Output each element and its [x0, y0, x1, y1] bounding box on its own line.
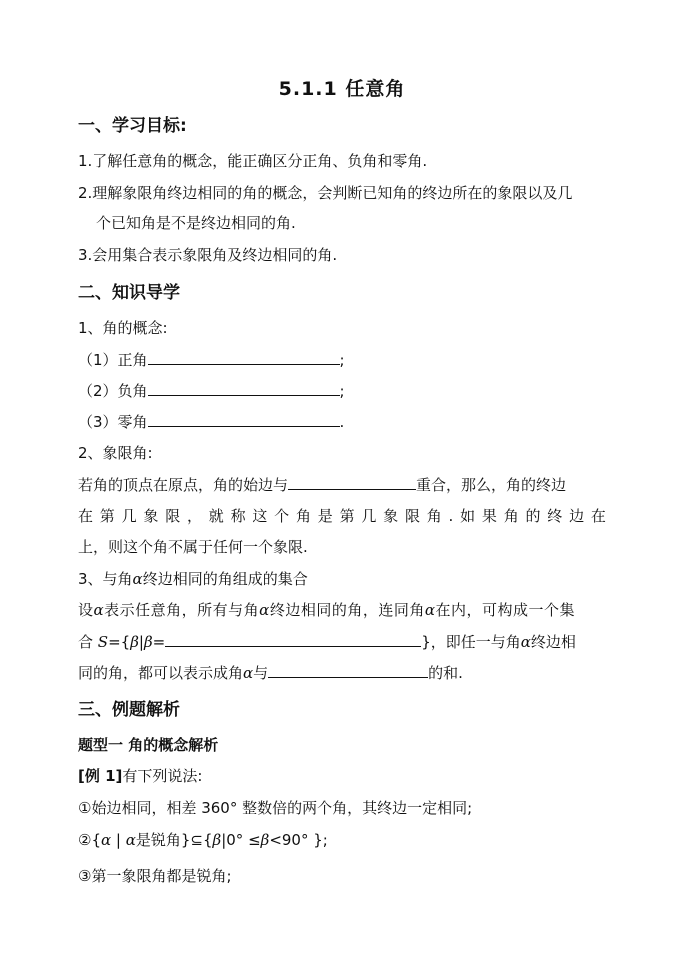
char: 限	[404, 507, 420, 525]
text: 有下列说法:	[122, 767, 203, 785]
text: 若角的顶点在原点，角的始边与	[78, 476, 289, 494]
negative-angle-label: （2）负角	[78, 382, 148, 400]
zero-angle-label: （3）零角	[78, 413, 148, 431]
alpha-symbol: α	[243, 664, 254, 682]
text: 3、与角	[78, 570, 133, 588]
text: |	[111, 831, 126, 849]
positive-angle-line	[78, 350, 345, 370]
objective-item-2: 2.理解象限角终边相同的角的概念，会判断已知角的终边所在的象限以及几	[78, 184, 573, 202]
text: 表示任意角，所有与角	[104, 601, 260, 619]
negative-angle-line	[78, 381, 345, 401]
section-heading-examples: 三、例题解析	[78, 700, 180, 720]
text: 终边相	[530, 633, 576, 651]
text: }，即任一与角	[421, 633, 521, 651]
char: 第	[339, 507, 355, 525]
objective-item-2-cont: 个已知角是不是终边相同的角.	[96, 214, 296, 232]
char: 终	[547, 507, 563, 525]
char: 这	[252, 507, 268, 525]
statement-3: ③第一象限角都是锐角;	[78, 867, 232, 885]
quadrant-title: 2、象限角:	[78, 444, 153, 462]
text: 的和.	[428, 664, 463, 682]
section-heading-guide: 二、知识导学	[78, 283, 180, 303]
char: 象	[143, 507, 159, 525]
char: 边	[569, 507, 585, 525]
char: 几	[361, 507, 377, 525]
text: =	[152, 633, 166, 651]
char: 几	[121, 507, 137, 525]
char: 的	[525, 507, 541, 525]
punct: ;	[339, 351, 345, 369]
example-1-intro	[78, 766, 202, 786]
beta-symbol: β	[143, 633, 153, 651]
text: 合	[78, 633, 94, 651]
char: 个	[274, 507, 290, 525]
negative-angle-blank	[148, 381, 340, 396]
beta-symbol: β	[212, 831, 222, 849]
alpha-symbol: α	[424, 601, 436, 619]
text: 是锐角}⊆{	[135, 831, 213, 849]
text: 终边相同的角组成的集合	[142, 570, 308, 588]
alpha-symbol: α	[101, 831, 112, 849]
alpha-symbol: α	[520, 633, 531, 651]
quadrant-para-line-3: 上，则这个角不属于任何一个象限.	[78, 538, 308, 556]
example-tag: [例 1]	[78, 767, 123, 785]
positive-angle-blank	[148, 350, 340, 365]
beta-symbol: β	[260, 831, 270, 849]
set-expression-blank	[165, 632, 421, 647]
text: |	[138, 633, 144, 651]
coterminal-set-title	[78, 569, 308, 589]
char: 第	[99, 507, 115, 525]
alpha-symbol: α	[125, 831, 136, 849]
char: ，	[186, 507, 202, 525]
char: 就	[208, 507, 224, 525]
zero-angle-line	[78, 412, 344, 432]
statement-1: ①始边相同，相差 360° 整数倍的两个角，其终边一定相同;	[78, 799, 473, 817]
punct: ;	[339, 382, 345, 400]
set-para-line-1	[78, 600, 575, 620]
char: 果	[481, 507, 497, 525]
char: 象	[383, 507, 399, 525]
alpha-symbol: α	[132, 570, 143, 588]
objective-item-1: 1.了解任意角的概念，能正确区分正角、负角和零角.	[78, 152, 428, 170]
punct: .	[339, 413, 345, 431]
char: 在	[78, 507, 94, 525]
char: 称	[230, 507, 246, 525]
char: 角	[295, 507, 311, 525]
concept-title: 1、角的概念:	[78, 319, 168, 337]
alpha-symbol: α	[93, 601, 105, 619]
beta-symbol: β	[130, 633, 139, 651]
initial-side-blank	[288, 475, 416, 490]
section-heading-objectives: 一、学习目标:	[78, 116, 187, 136]
objective-item-3: 3.会用集合表示象限角及终边相同的角.	[78, 246, 338, 264]
char: 角	[503, 507, 519, 525]
char: 在	[590, 507, 606, 525]
char: 是	[317, 507, 333, 525]
alpha-symbol: α	[259, 601, 270, 619]
text: ②{	[78, 831, 101, 849]
text: 在内，可构成一个集	[435, 601, 575, 619]
text: 同的角，都可以表示成角	[78, 664, 244, 682]
char: 限	[165, 507, 181, 525]
statement-2	[78, 830, 328, 850]
char: .	[448, 507, 454, 525]
text: 设	[78, 601, 94, 619]
sum-blank	[268, 663, 428, 678]
text: 终边相同的角，连同角	[269, 601, 425, 619]
text: 与	[253, 664, 269, 682]
set-para-line-2	[78, 632, 576, 652]
text: <90° };	[269, 831, 328, 849]
problem-type-title: 题型一 角的概念解析	[78, 736, 219, 754]
quadrant-para-line-2	[78, 506, 606, 526]
positive-angle-label: （1）正角	[78, 351, 148, 369]
quadrant-para-line-1	[78, 475, 566, 495]
page-title: 5.1.1 任意角	[278, 78, 406, 100]
text: |0° ≤	[221, 831, 261, 849]
char: 角	[426, 507, 442, 525]
text: ={	[108, 633, 131, 651]
set-para-line-3	[78, 663, 463, 683]
text: 重合，那么，角的终边	[416, 476, 567, 494]
char: 如	[460, 507, 476, 525]
zero-angle-blank	[148, 412, 340, 427]
set-symbol: S	[97, 633, 109, 651]
